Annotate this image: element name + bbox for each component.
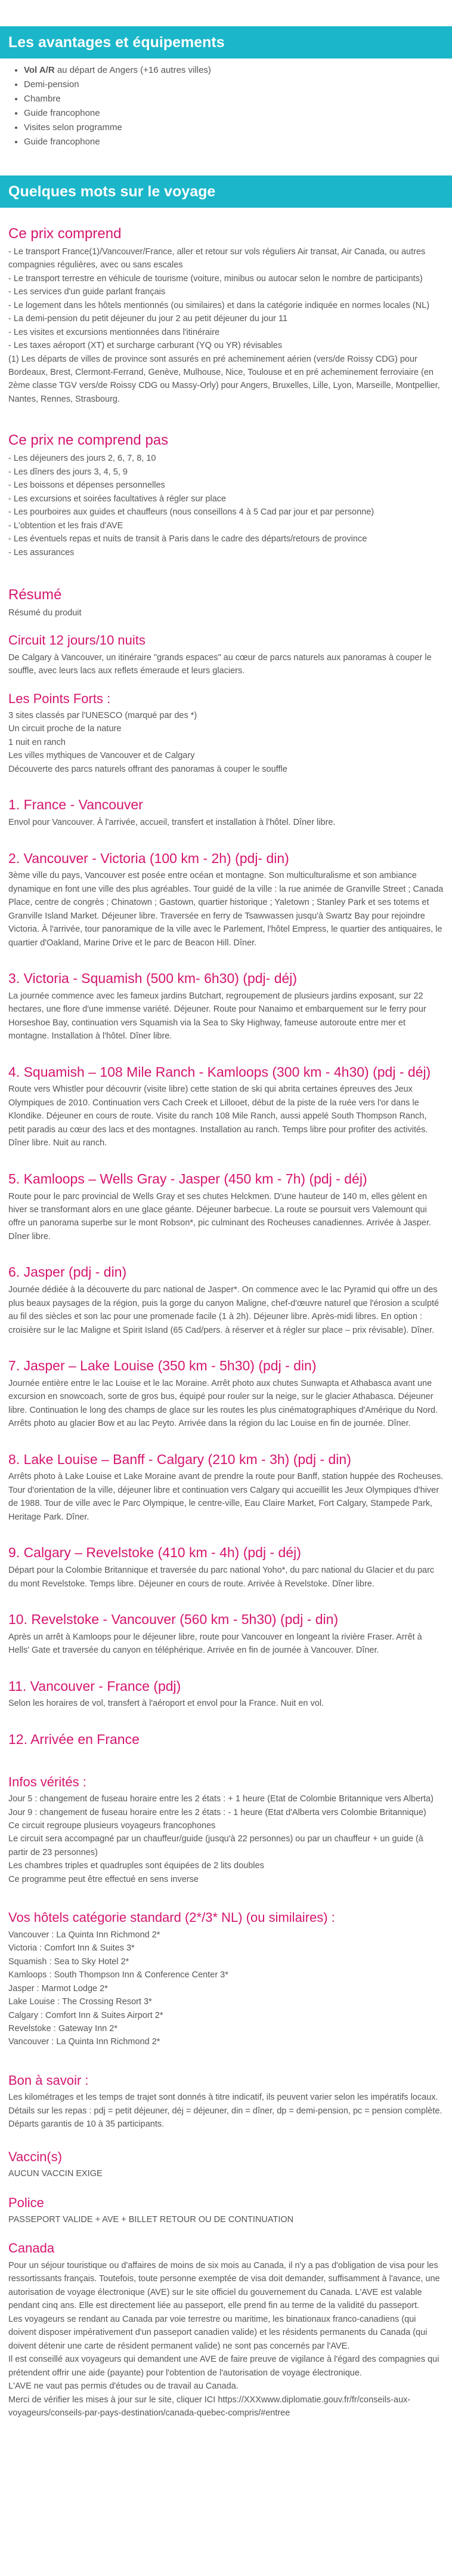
price-includes-title: Ce prix comprend bbox=[8, 226, 122, 242]
text-line: Victoria : Comfort Inn & Suites 3* bbox=[8, 1943, 135, 1953]
text-line: Les chambres triples et quadruples sont équipées de 2 lits doubles bbox=[8, 1861, 264, 1871]
advantage-item-bold: Vol A/R bbox=[24, 65, 55, 75]
text-line: Les villes mythiques de Vancouver et de Calgary bbox=[8, 751, 195, 761]
text-line: Départs garantis de 10 à 35 participants. bbox=[8, 2119, 165, 2130]
summary-title: Résumé bbox=[8, 586, 62, 603]
itinerary-day bbox=[8, 1357, 444, 1431]
text-line: Jour 9 : changement de fuseau horaire entre les 2 états : - 1 heure (Etat d'Alberta vers Colombie Britannique) bbox=[8, 1807, 426, 1817]
day-text: 3ème ville du pays, Vancouver est posée entre océan et montagne. Son multiculturalisme et son ambiance dynamique en font une ville des plus agréables. Tour guidé de la ville : la rue animée de Granville Street ; Canada Place, centre de congrès ; Chinatown ; Gastown, quartier historique ; Yaletown ; Stanley Park et ses totems et Granville Island Market. Déjeuner libre. Traversée en ferry de Tsawwassen jusqu'à Swartz Bay pour rejoindre Victoria. À l'arrivée, tour panoramique de la ville avec le Parlement, l'hôtel Empress, le quartier des antiquaires, le quartier d'Oakland, Marine Drive et le parc de Beacon Hill. Dîner. bbox=[8, 871, 444, 948]
circuit-title: Circuit 12 jours/10 nuits bbox=[8, 633, 145, 648]
text-line: Ce programme peut être effectué en sens inverse bbox=[8, 1874, 199, 1884]
text-line: Merci de vérifier les mises à jour sur le site, cliquer ICI https://XXXwww.diplomatie.gouv.fr/fr/conseils-aux-voyageurs/conseils-par-pays-destination/canada-quebec-compris/#entree bbox=[8, 2395, 411, 2418]
vaccin-title: Vaccin(s) bbox=[8, 2149, 63, 2164]
advantage-item bbox=[24, 121, 452, 135]
itinerary bbox=[8, 796, 444, 1748]
text-line: Les voyageurs se rendant au Canada par voie terrestre ou maritime, les binationaux franco-canadiens (qui doivent disposer impérativement d'un passeport canadien valide) et les résidents permanents du Canada (qui doivent détenir une carte de résident permanent valide) ne sont pas concernés par l'AVE. bbox=[8, 2314, 428, 2351]
advantages-list bbox=[0, 63, 452, 149]
text-line: Pour un séjour touristique ou d'affaires de moins de six mois au Canada, il n'y a pas d'obligation de visa pour les ressortissants français. Toutefois, toute personne exemptée de visa doit demander, suffisamment à l'avance, une autorisation de voyage électronique (AVE) sur le site officiel du gouvernement du Canada. L'AVE est valable pendant cinq ans. Elle est directement liée au passeport, elle prend fin au terme de la validité du passeport. bbox=[8, 2260, 440, 2311]
advantage-item bbox=[24, 106, 452, 121]
itinerary-day bbox=[8, 1611, 444, 1657]
itinerary-day bbox=[8, 1544, 444, 1591]
day-title: 7. Jasper – Lake Louise (350 km - 5h30) (pdj - din) bbox=[8, 1358, 317, 1374]
text-line: Jour 5 : changement de fuseau horaire entre les 2 états : + 1 heure (Etat de Colombie Britannique vers Alberta) bbox=[8, 1794, 434, 1804]
text-line: - Les déjeuners des jours 2, 6, 7, 8, 10 bbox=[8, 454, 156, 464]
text-line: - Le transport France(1)/Vancouver/France, aller et retour sur vols réguliers Air transat, Air Canada, ou autres compagnies régulières, avec ou sans escales bbox=[8, 246, 426, 270]
good-to-know-text bbox=[8, 2091, 444, 2131]
price-excludes-title: Ce prix ne comprend pas bbox=[8, 432, 169, 449]
text-line: Calgary : Comfort Inn & Suites Airport 2* bbox=[8, 2010, 163, 2020]
day-title: 5. Kamloops – Wells Gray - Jasper (450 km - 7h) (pdj - déj) bbox=[8, 1170, 367, 1187]
itinerary-day bbox=[8, 796, 444, 829]
day-title: 2. Vancouver - Victoria (100 km - 2h) (pdj- din) bbox=[8, 850, 289, 866]
day-text: Envol pour Vancouver. À l'arrivée, accueil, transfert et installation à l'hôtel. Dîner libre. bbox=[8, 818, 336, 828]
advantage-item-text: Demi-pension bbox=[24, 79, 79, 90]
itinerary-day bbox=[8, 1170, 444, 1244]
text-line: - Les pourboires aux guides et chauffeurs (nous conseillons 4 à 5 Cad par jour et par personne) bbox=[8, 507, 374, 517]
advantage-item bbox=[24, 63, 452, 78]
travel-words-title: Quelques mots sur le voyage bbox=[0, 175, 452, 208]
itinerary-day bbox=[8, 970, 444, 1043]
hotels-text bbox=[8, 1928, 444, 2049]
police-title: Police bbox=[8, 2195, 44, 2210]
day-text: Journée entière entre le lac Louise et le lac Moraine. Arrêt photo aux chutes Sunwapta et Athabasca avant une excursion en snowcoach, sorte de gros bus, équipé pour rouler sur la neige, sur le glacier Athabasca. Déjeuner libre. Continuation le long des champs de glace sur les routes les plus cinématographiques d'Amérique du Nord. Arrêts photo au glacier Bow et au lac Peyto. Arrivée dans la région du lac Louise en fin de journée. Dîner. bbox=[8, 1378, 438, 1429]
flights-text bbox=[8, 1792, 444, 1886]
strong-points-title: Les Points Forts : bbox=[8, 691, 111, 706]
text-line: Lake Louise : The Crossing Resort 3* bbox=[8, 1997, 152, 2007]
price-includes-text bbox=[8, 245, 444, 406]
text-line: Découverte des parcs naturels offrant des panoramas à couper le souffle bbox=[8, 764, 287, 774]
text-line: 1 nuit en ranch bbox=[8, 737, 66, 747]
day-title: 8. Lake Louise – Banff - Calgary (210 km - 3h) (pdj - din) bbox=[8, 1451, 351, 1467]
day-title: 1. France - Vancouver bbox=[8, 797, 143, 813]
text-line: - La demi-pension du petit déjeuner du jour 2 au petit déjeuner du jour 11 bbox=[8, 314, 288, 324]
day-text: Après un arrêt à Kamloops pour le déjeuner libre, route pour Vancouver en longeant la rivière Fraser. Arrêt à Hells' Gate et traversée du canyon en téléphérique. Arrivée en fin de journée à Vancouver. Dîner. bbox=[8, 1632, 422, 1656]
text-line: - Les visites et excursions mentionnées dans l'itinéraire bbox=[8, 327, 220, 337]
hotels-title: Vos hôtels catégorie standard (2*/3* NL) (ou similaires) : bbox=[8, 1910, 335, 1925]
text-line: Vancouver : La Quinta Inn Richmond 2* bbox=[8, 2037, 160, 2047]
strong-points-text bbox=[8, 709, 444, 776]
advantage-item bbox=[24, 78, 452, 92]
advantages-title: Les avantages et équipements bbox=[0, 26, 452, 58]
day-title: 10. Revelstoke - Vancouver (560 km - 5h30) (pdj - din) bbox=[8, 1611, 339, 1627]
text-line: - Les dîners des jours 3, 4, 5, 9 bbox=[8, 467, 128, 477]
text-line: Jasper : Marmot Lodge 2* bbox=[8, 1983, 108, 1993]
text-line: - Les excursions et soirées facultatives à régler sur place bbox=[8, 494, 227, 504]
day-text: Route vers Whistler pour découvrir (visite libre) cette station de ski qui abrita certaines épreuves des Jeux Olympiques de 2010. Continuation vers Cach Creek et Lillooet, début de la piste de la ruée vers l'or dans le Klondike. Déjeuner en cours de route. Visite du ranch 108 Mile Ranch, aussi appelé South Thompson Ranch, petit paradis au cœur des lacs et des montagnes. Installation au ranch. Temps libre pour profiter des activités. Dîner libre. Nuit au ranch. bbox=[8, 1084, 428, 1148]
text-line: Le circuit sera accompagné par un chauffeur/guide (jusqu'à 22 personnes) ou par un chauffeur + un guide (à partir de 23 personnes) bbox=[8, 1834, 423, 1857]
police-text: PASSEPORT VALIDE + AVE + BILLET RETOUR OU DE CONTINUATION bbox=[8, 2214, 294, 2224]
flights-title: Infos vérités : bbox=[8, 1774, 86, 1789]
text-line: - Le logement dans les hôtels mentionnés (ou similaires) et dans la catégorie indiquée en normes locales (NL) bbox=[8, 300, 430, 310]
itinerary-day bbox=[8, 850, 444, 950]
text-line: L'AVE ne vaut pas permis d'études ou de travail au Canada. bbox=[8, 2381, 239, 2392]
text-line: - Les services d'un guide parlant français bbox=[8, 287, 166, 297]
advantage-item bbox=[24, 92, 452, 106]
text-line: (1) Les départs de villes de province sont assurés en pré acheminement aérien (vers/de Roissy CDG) pour Bordeaux, Brest, Clermont-Ferrand, Genève, Mulhouse, Nice, Toulouse et en pré acheminement ferroviaire (en 2ème classe TGV vers/de Roissy CDG ou Massy-Orly) pour Angers, Bruxelles, Lille, Lyon, Marseille, Montpellier, Nantes, Rennes, Strasbourg. bbox=[8, 354, 440, 404]
text-line: Il est conseillé aux voyageurs qui demandent une AVE de faire preuve de vigilance à l'égard des compagnies qui prétendent offrir une aide (payante) pour l'obtention de l'autorisation de voyage électronique. bbox=[8, 2355, 439, 2378]
text-line: Les kilométrages et les temps de trajet sont donnés à titre indicatif, ils peuvent varier selon les impératifs locaux. bbox=[8, 2093, 438, 2103]
day-title: 6. Jasper (pdj - din) bbox=[8, 1264, 127, 1280]
text-line: Détails sur les repas : pdj = petit déjeuner, déj = déjeuner, din = dîner, dp = demi-pension, pc = pension complète. bbox=[8, 2106, 442, 2116]
text-line: - Les taxes aéroport (XT) et surcharge carburant (YQ ou YR) révisables bbox=[8, 341, 283, 351]
day-text: Route pour le parc provincial de Wells Gray et ses chutes Helckmen. D'une hauteur de 140 m, elles gèlent en hiver se transformant alors en une glace géante. Déjeuner barbecue. La route se poursuit vers Valemount qui offre un panorama superbe sur le mont Robson*, pic culminant des Rocheuses canadiennes. Arrivée à Jasper. Dîner libre. bbox=[8, 1191, 432, 1241]
advantage-item-text: Guide francophone bbox=[24, 137, 100, 147]
day-text: Selon les horaires de vol, transfert à l'aéroport et envol pour la France. Nuit en vol. bbox=[8, 1699, 324, 1709]
text-line: Ce circuit regroupe plusieurs voyageurs francophones bbox=[8, 1820, 216, 1831]
itinerary-day bbox=[8, 1451, 444, 1524]
content bbox=[0, 226, 452, 2420]
day-title: 4. Squamish – 108 Mile Ranch - Kamloops (300 km - 4h30) (pdj - déj) bbox=[8, 1064, 431, 1080]
itinerary-day bbox=[8, 1678, 444, 1711]
day-text: Arrêts photo à Lake Louise et Lake Moraine avant de prendre la route pour Banff, station huppée des Rocheuses. Tour d'orientation de la ville, déjeuner libre et continuation vers Calgary qui accueillit les Jeux Olympiques d'hiver de 1988. Tour de ville avec le Parc Olympique, le centre-ville, Eau Claire Market, Fort Calgary, Stampede Park, Heritage Park. Dîner. bbox=[8, 1472, 444, 1522]
page bbox=[0, 26, 452, 2429]
advantage-item-text: au départ de Angers (+16 autres villes) bbox=[54, 65, 211, 75]
text-line: Vancouver : La Quinta Inn Richmond 2* bbox=[8, 1930, 160, 1940]
day-title: 3. Victoria - Squamish (500 km- 6h30) (pdj- déj) bbox=[8, 970, 298, 987]
text-line: Kamloops : South Thompson Inn & Conference Center 3* bbox=[8, 1970, 228, 1980]
text-line: - Les éventuels repas et nuits de transit à Paris dans le cadre des départs/retours de province bbox=[8, 534, 367, 544]
summary-subtitle: Résumé du produit bbox=[8, 608, 82, 618]
canada-text bbox=[8, 2259, 444, 2420]
good-to-know-title: Bon à savoir : bbox=[8, 2072, 89, 2088]
day-text: Journée dédiée à la découverte du parc national de Jasper*. On commence avec le lac Pyramid qui offre un des plus beaux paysages de la région, puis la gorge du canyon Maligne, chef-d'œuvre naturel que l'érosion a sculpté au fil des siècles et son lac pour une promenade facile (1 à 2h). Déjeuner libre. Après-midi libres. En option : croisière sur le lac Maligne et Spirit Island (65 Cad/pers. à réserver et à régler sur place – prix révisable). Dîner. bbox=[8, 1285, 439, 1335]
day-title: 9. Calgary – Revelstoke (410 km - 4h) (pdj - déj) bbox=[8, 1545, 301, 1561]
itinerary-day bbox=[8, 1264, 444, 1337]
advantage-item-text: Visites selon programme bbox=[24, 122, 122, 133]
price-excludes-text bbox=[8, 452, 444, 559]
text-line: - Les boissons et dépenses personnelles bbox=[8, 480, 165, 491]
advantage-item-text: Guide francophone bbox=[24, 108, 100, 118]
vaccin-text: AUCUN VACCIN EXIGE bbox=[8, 2169, 103, 2179]
text-line: - L'obtention et les frais d'AVE bbox=[8, 520, 123, 531]
advantage-item-text: Chambre bbox=[24, 94, 61, 104]
day-text: La journée commence avec les fameux jardins Butchart, regroupement de plusieurs jardins exposant, sur 22 hectares, une flore d'une immense variété. Déjeuner. Route pour Nanaimo et embarquement sur le ferry pour Horseshoe Bay, continuation vers Squamish via la Sea to Sky Highway, fameuse autoroute entre mer et montagne. Installation à l'hôtel. Dîner libre. bbox=[8, 991, 426, 1042]
itinerary-day bbox=[8, 1731, 444, 1748]
text-line: Squamish : Sea to Sky Hotel 2* bbox=[8, 1956, 129, 1967]
circuit-text: De Calgary à Vancouver, un itinéraire "grands espaces" au cœur de parcs naturels aux panoramas à couper le souffle, avec leurs lacs aux reflets émeraude et leurs glaciers. bbox=[8, 652, 432, 676]
canada-title: Canada bbox=[8, 2241, 55, 2256]
day-title: 11. Vancouver - France (pdj) bbox=[8, 1678, 181, 1694]
advantage-item bbox=[24, 135, 452, 149]
itinerary-day bbox=[8, 1064, 444, 1150]
text-line: 3 sites classés par l'UNESCO (marqué par des *) bbox=[8, 710, 197, 720]
day-text: Départ pour la Colombie Britannique et traversée du parc national Yoho*, du parc national du Glacier et du parc du mont Revelstoke. Temps libre. Déjeuner en cours de route. Arrivée à Revelstoke. Dîner libre. bbox=[8, 1566, 435, 1589]
text-line: - Les assurances bbox=[8, 547, 75, 557]
text-line: Un circuit proche de la nature bbox=[8, 724, 122, 734]
text-line: Revelstoke : Gateway Inn 2* bbox=[8, 2023, 117, 2033]
text-line: - Le transport terrestre en véhicule de tourisme (voiture, minibus ou autocar selon le nombre de participants) bbox=[8, 273, 423, 284]
day-title: 12. Arrivée en France bbox=[8, 1731, 140, 1747]
